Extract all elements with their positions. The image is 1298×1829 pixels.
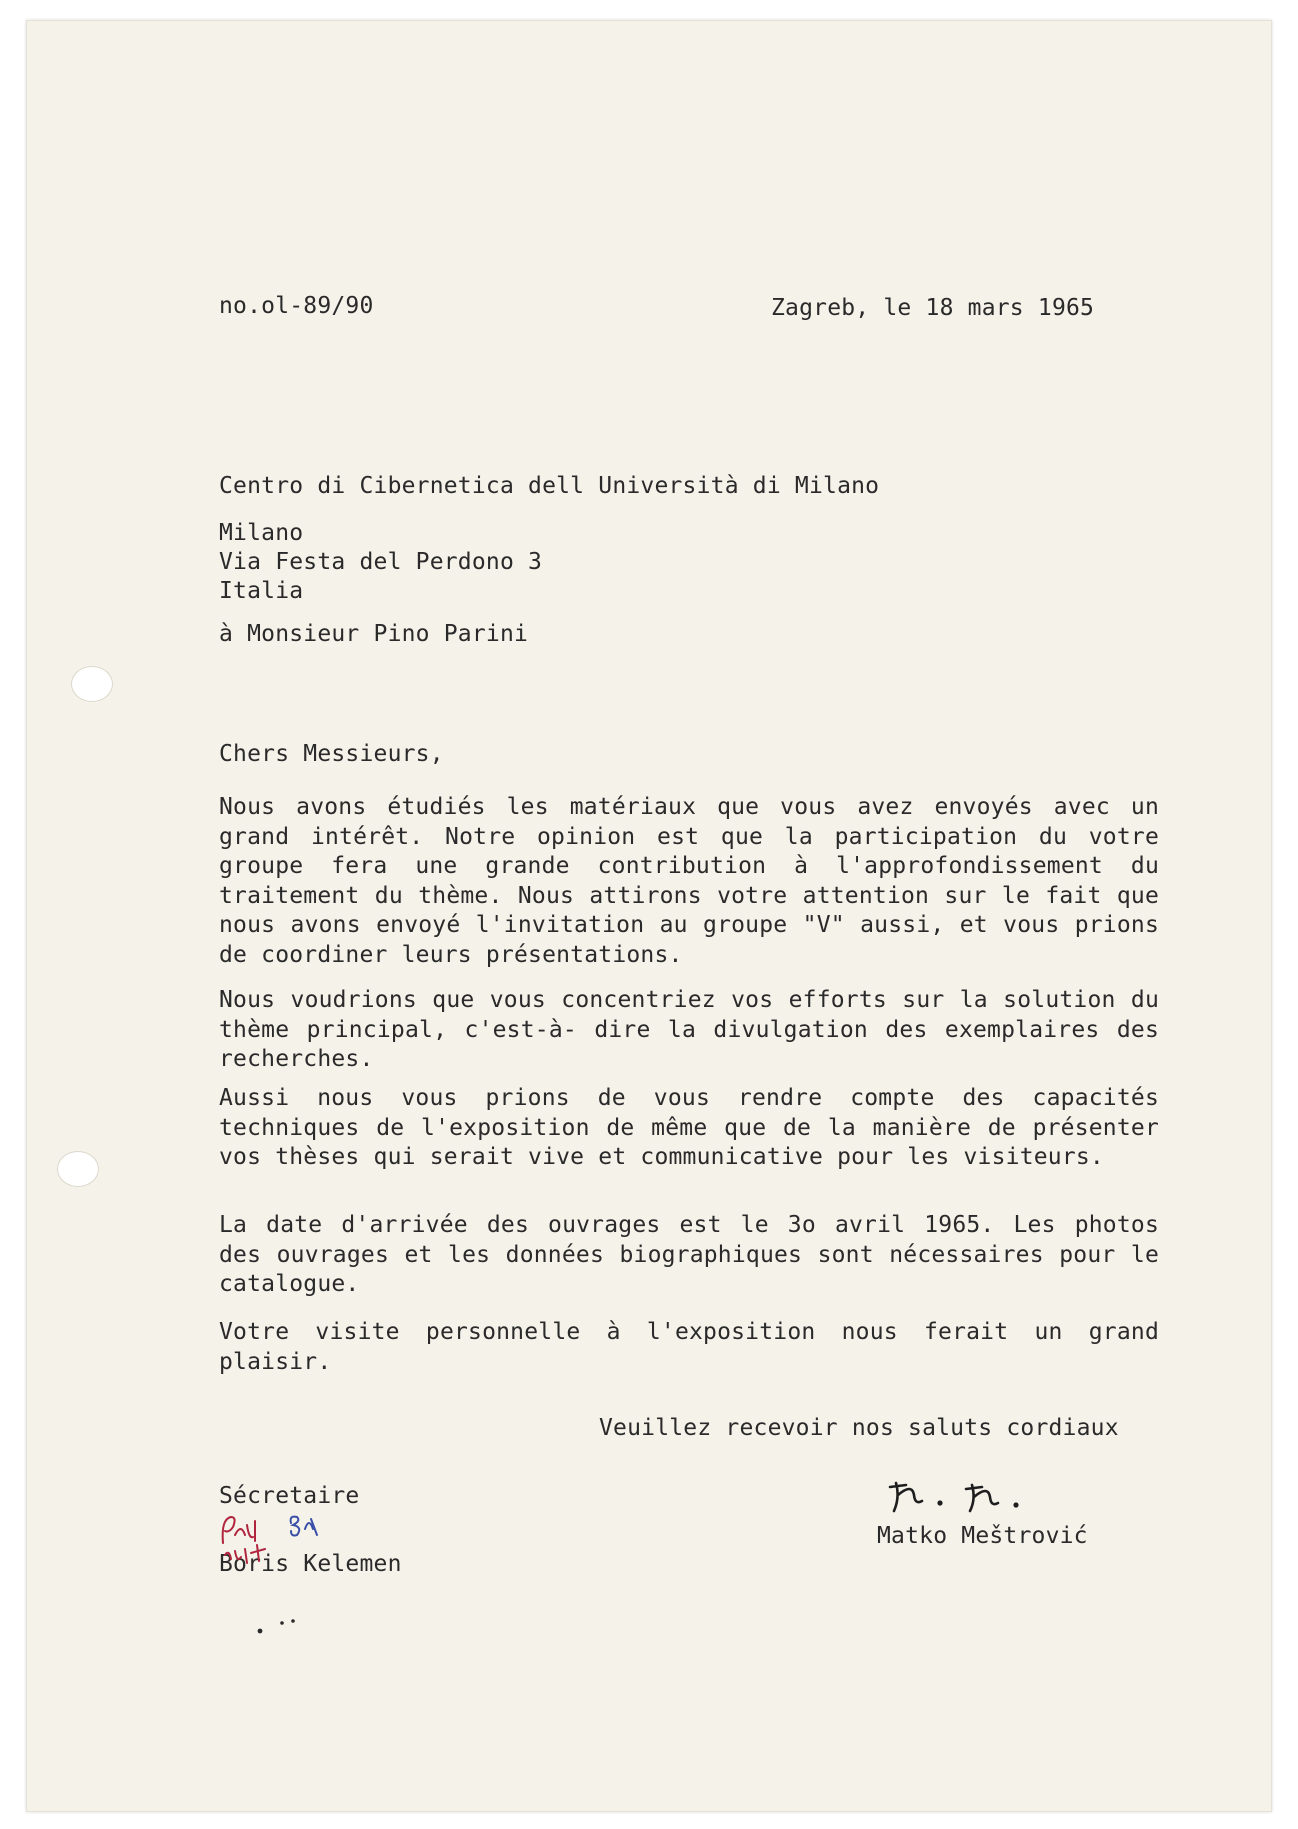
signatory-name: Matko Meštrović <box>877 1523 1088 1549</box>
body-paragraph-5: Votre visite personnelle à l'exposition nous ferait un grand plaisir. <box>219 1319 1159 1375</box>
recipient-street: Via Festa del Perdono 3 <box>219 549 543 575</box>
recipient-country: Italia <box>219 578 304 604</box>
recipient-institution: Centro di Cibernetica dell Università di Milano <box>219 473 880 499</box>
place-and-date: Zagreb, le 18 mars 1965 <box>771 295 1095 321</box>
body-paragraph-4: La date d'arrivée des ouvrages est le 3o avril 1965. Les photos des ouvrages et les données biographiques sont nécessaires pour le catalogue. <box>219 1212 1159 1297</box>
recipient-attention: à Monsieur Pino Parini <box>219 621 529 647</box>
signature-mark <box>882 1471 1082 1521</box>
punch-hole-bottom <box>57 1151 99 1187</box>
secretary-name: Boris Kelemen <box>219 1551 402 1577</box>
punch-hole-top <box>71 666 113 702</box>
letter-page <box>26 20 1272 1812</box>
body-paragraph-2: Nous voudrions que vous concentriez vos efforts sur la solution du thème principal, c'est-à- dire la divulgation des exemplaires des recherches. <box>219 987 1159 1072</box>
salutation: Chers Messieurs, <box>219 741 444 767</box>
body-paragraph-3: Aussi nous vous prions de vous rendre compte des capacités techniques de l'exposition de même que de la manière de présenter vos thèses qui serait vive et communicative pour les visiteurs. <box>219 1085 1159 1170</box>
ink-specks <box>252 1611 312 1641</box>
recipient-city: Milano <box>219 520 304 546</box>
handwritten-annotation <box>217 1509 357 1569</box>
closing-formula: Veuillez recevoir nos saluts cordiaux <box>599 1415 1119 1441</box>
body-paragraph-1: Nous avons étudiés les matériaux que vous avez envoyés avec un grand intérêt. Notre opinion est que la participation du votre groupe fera une grande contribution à l'approfondissement du traitement du thème. Nous attirons votre attention sur le fait que nous avons envoyé l'invitation au groupe "V" aussi, et vous prions de coordiner leurs présentations. <box>219 794 1159 968</box>
reference-number: no.ol-89/90 <box>219 293 374 319</box>
secretary-title: Sécretaire <box>219 1483 360 1509</box>
